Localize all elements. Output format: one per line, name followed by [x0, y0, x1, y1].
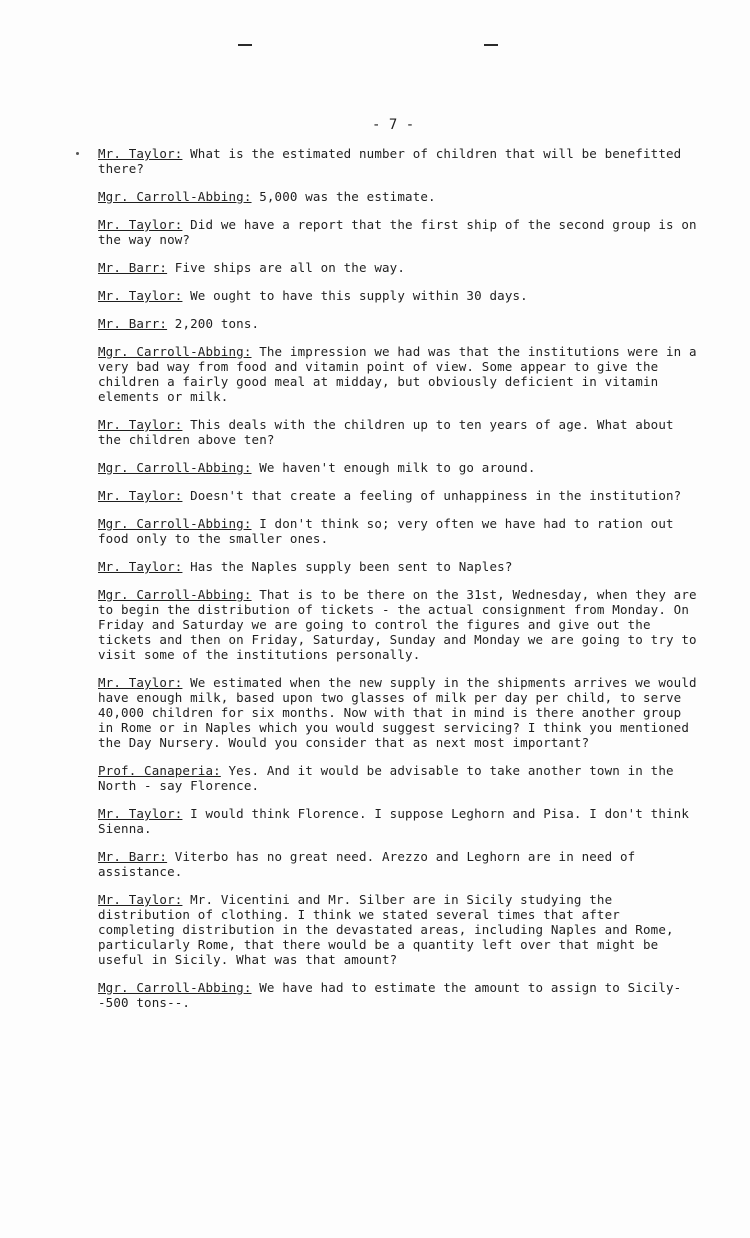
- speaker-name: Mr. Barr:: [98, 316, 168, 331]
- speaker-name: Mgr. Carroll-Abbing:: [98, 980, 252, 995]
- speaker-name: Mr. Taylor:: [98, 559, 183, 574]
- transcript-entry: [98, 316, 700, 331]
- speech-text: Mr. Vicentini and Mr. Silber are in Sicily studying the distribution of clothing. I think we stated several times that after completing distribution in the devastated areas, including Naples and Rome, particularly Rome, that there would be a quantity left over that might be useful in Sicily. What was that amount?: [98, 892, 674, 967]
- speaker-name: Mgr. Carroll-Abbing:: [98, 587, 252, 602]
- speaker-name: Mgr. Carroll-Abbing:: [98, 516, 252, 531]
- transcript-entry: [98, 892, 700, 967]
- transcript-entry: [98, 980, 700, 1010]
- speech-text: We have had to estimate the amount to assign to Sicily--500 tons--.: [98, 980, 682, 1010]
- transcript-entry: [98, 288, 700, 303]
- speech-text: The impression we had was that the institutions were in a very bad way from food and vitamin point of view. Some appear to give the children a fairly good meal at midday, but obviously deficient in vitamin elements or milk.: [98, 344, 697, 404]
- speaker-name: Mr. Taylor:: [98, 892, 183, 907]
- speech-text: We estimated when the new supply in the shipments arrives we would have enough milk, based upon two glasses of milk per day per child, to serve 40,000 children for six months. Now with that in mind is there another group in Rome or in Naples which you would suggest servicing? I think you mentioned the Day Nursery. Would you consider that as next most important?: [98, 675, 697, 750]
- transcript-entry: [98, 460, 700, 475]
- speaker-name: Mgr. Carroll-Abbing:: [98, 460, 252, 475]
- punch-mark-right: [484, 44, 498, 46]
- transcript-entry: [98, 488, 700, 503]
- speaker-name: Mr. Taylor:: [98, 217, 183, 232]
- transcript-entry: [98, 849, 700, 879]
- punch-mark-left: [238, 44, 252, 46]
- transcript-entry: [98, 763, 700, 793]
- margin-dot: [76, 152, 79, 155]
- speech-text: Did we have a report that the first ship of the second group is on the way now?: [98, 217, 697, 247]
- transcript-entry: [98, 146, 700, 176]
- speaker-name: Mr. Taylor:: [98, 675, 183, 690]
- transcript-entry: [98, 417, 700, 447]
- speech-text: 5,000 was the estimate.: [251, 189, 436, 204]
- speaker-name: Mr. Taylor:: [98, 146, 183, 161]
- transcript-entry: [98, 675, 700, 750]
- speech-text: We haven't enough milk to go around.: [251, 460, 536, 475]
- speech-text: Has the Naples supply been sent to Naples?: [182, 559, 513, 574]
- speech-text: I don't think so; very often we have had to ration out food only to the smaller ones.: [98, 516, 674, 546]
- speaker-name: Mgr. Carroll-Abbing:: [98, 189, 252, 204]
- transcript-entry: [98, 344, 700, 404]
- transcript-entry: [98, 217, 700, 247]
- speaker-name: Mr. Taylor:: [98, 488, 183, 503]
- speech-text: We ought to have this supply within 30 days.: [182, 288, 528, 303]
- speaker-name: Mr. Taylor:: [98, 417, 183, 432]
- transcript-entry: [98, 559, 700, 574]
- speaker-name: Mr. Taylor:: [98, 288, 183, 303]
- speech-text: I would think Florence. I suppose Leghorn and Pisa. I don't think Sienna.: [98, 806, 690, 836]
- speaker-name: Mr. Barr:: [98, 260, 168, 275]
- speaker-name: Mgr. Carroll-Abbing:: [98, 344, 252, 359]
- transcript-entry: [98, 806, 700, 836]
- speaker-name: Prof. Canaperia:: [98, 763, 221, 778]
- transcript: [98, 146, 700, 1023]
- speaker-name: Mr. Taylor:: [98, 806, 183, 821]
- speech-text: Viterbo has no great need. Arezzo and Leghorn are in need of assistance.: [98, 849, 636, 879]
- transcript-entry: [98, 516, 700, 546]
- speech-text: 2,200 tons.: [167, 316, 260, 331]
- transcript-entry: [98, 260, 700, 275]
- speech-text: Doesn't that create a feeling of unhappiness in the institution?: [182, 488, 682, 503]
- speech-text: Five ships are all on the way.: [167, 260, 406, 275]
- transcript-entry: [98, 189, 700, 204]
- page-number: - 7 -: [372, 117, 415, 133]
- speaker-name: Mr. Barr:: [98, 849, 168, 864]
- speech-text: This deals with the children up to ten years of age. What about the children above ten?: [98, 417, 674, 447]
- speech-text: Yes. And it would be advisable to take another town in the North - say Florence.: [98, 763, 674, 793]
- speech-text: What is the estimated number of children that will be benefitted there?: [98, 146, 682, 176]
- speech-text: That is to be there on the 31st, Wednesday, when they are to begin the distribution of tickets - the actual consignment from Monday. On Friday and Saturday we are going to control the figures and give out the tickets and then on Friday, Saturday, Sunday and Monday we are going to try to visit some of the institutions personally.: [98, 587, 697, 662]
- transcript-entry: [98, 587, 700, 662]
